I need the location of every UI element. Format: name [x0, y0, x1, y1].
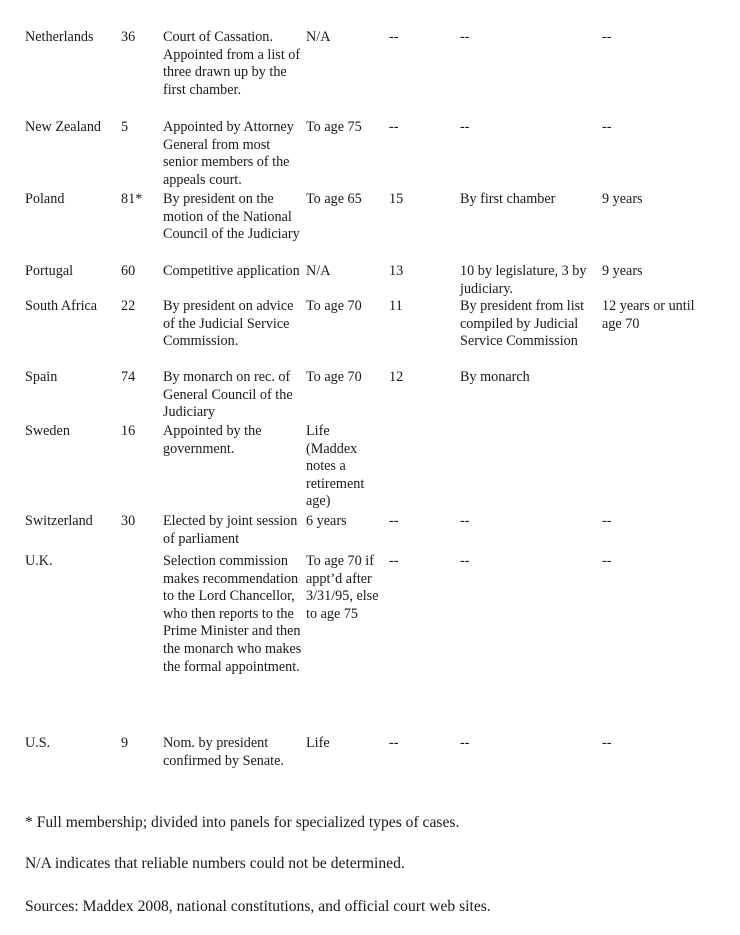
country-cell: Portugal — [25, 263, 74, 279]
constitutional-court-method-cell: -- — [460, 735, 470, 751]
constitutional-court-size-cell: 11 — [389, 298, 403, 314]
court-size-cell: 16 — [121, 423, 136, 439]
selection-method-cell: Elected by joint session of parliament — [163, 513, 298, 547]
na-note: N/A indicates that reliable numbers could not be determined. — [25, 855, 405, 872]
constitutional-court-method-cell: By president from list compiled by Judicial Service Commission — [460, 298, 585, 350]
term-cell: To age 65 — [306, 191, 362, 207]
court-size-cell: 30 — [121, 513, 136, 529]
constitutional-court-size-cell: -- — [389, 119, 399, 135]
constitutional-court-size-cell: 12 — [389, 369, 404, 385]
selection-method-cell: By monarch on rec. of General Council of the Judiciary — [163, 369, 293, 421]
court-size-cell: 81* — [121, 191, 143, 207]
constitutional-court-term-cell: -- — [602, 553, 612, 569]
constitutional-court-size-cell: 15 — [389, 191, 404, 207]
footnote: * Full membership; divided into panels for specialized types of cases. — [25, 814, 460, 831]
constitutional-court-term-cell: -- — [602, 119, 612, 135]
term-cell: To age 75 — [306, 119, 362, 135]
constitutional-court-method-cell: By monarch — [460, 369, 530, 385]
country-cell: Poland — [25, 191, 65, 207]
selection-method-cell: Court of Cassation. Appointed from a list of three drawn up by the first chamber. — [163, 29, 301, 98]
selection-method-cell: Selection commission makes recommendation to the Lord Chancellor, who then reports to the Prime Minister and then the monarch who makes the formal appointment. — [163, 553, 302, 675]
constitutional-court-size-cell: -- — [389, 735, 399, 751]
country-cell: Switzerland — [25, 513, 93, 529]
constitutional-court-size-cell: 13 — [389, 263, 404, 279]
constitutional-court-method-cell: -- — [460, 29, 470, 45]
constitutional-court-size-cell: -- — [389, 513, 399, 529]
selection-method-cell: Appointed by Attorney General from most senior members of the appeals court. — [163, 119, 294, 188]
constitutional-court-method-cell: -- — [460, 553, 470, 569]
constitutional-court-term-cell: -- — [602, 735, 612, 751]
selection-method-cell: By president on the motion of the National Council of the Judiciary — [163, 191, 300, 243]
court-size-cell: 5 — [121, 119, 129, 135]
term-cell: To age 70 if appt’d after 3/31/95, else to age 75 — [306, 553, 379, 622]
country-cell: U.S. — [25, 735, 51, 751]
constitutional-court-term-cell: 9 years — [602, 263, 643, 279]
term-cell: 6 years — [306, 513, 347, 529]
term-cell: To age 70 — [306, 369, 362, 385]
constitutional-court-term-cell: 9 years — [602, 191, 643, 207]
court-size-cell: 60 — [121, 263, 136, 279]
country-cell: South Africa — [25, 298, 98, 314]
constitutional-court-term-cell: -- — [602, 29, 612, 45]
selection-method-cell: Nom. by president confirmed by Senate. — [163, 735, 284, 769]
country-cell: Sweden — [25, 423, 70, 439]
country-cell: Netherlands — [25, 29, 94, 45]
term-cell: Life — [306, 735, 330, 751]
constitutional-court-term-cell: -- — [602, 513, 612, 529]
constitutional-court-term-cell: 12 years or until age 70 — [602, 298, 695, 332]
country-cell: New Zealand — [25, 119, 102, 135]
constitutional-court-size-cell: -- — [389, 553, 399, 569]
selection-method-cell: Appointed by the government. — [163, 423, 262, 457]
country-cell: Spain — [25, 369, 58, 385]
selection-method-cell: By president on advice of the Judicial Service Commission. — [163, 298, 294, 350]
constitutional-court-method-cell: -- — [460, 513, 470, 529]
term-cell: N/A — [306, 29, 331, 45]
selection-method-cell: Competitive application — [163, 263, 300, 279]
country-cell: U.K. — [25, 553, 53, 569]
court-size-cell: 74 — [121, 369, 136, 385]
court-size-cell: 36 — [121, 29, 136, 45]
constitutional-court-size-cell: -- — [389, 29, 399, 45]
constitutional-court-method-cell: By first chamber — [460, 191, 556, 207]
constitutional-court-method-cell: -- — [460, 119, 470, 135]
sources-note: Sources: Maddex 2008, national constitutions, and official court web sites. — [25, 898, 491, 915]
term-cell: N/A — [306, 263, 331, 279]
term-cell: Life (Maddex notes a retirement age) — [306, 423, 365, 510]
constitutional-court-method-cell: 10 by legislature, 3 by judiciary. — [460, 263, 587, 297]
court-size-cell: 9 — [121, 735, 129, 751]
term-cell: To age 70 — [306, 298, 362, 314]
court-size-cell: 22 — [121, 298, 136, 314]
